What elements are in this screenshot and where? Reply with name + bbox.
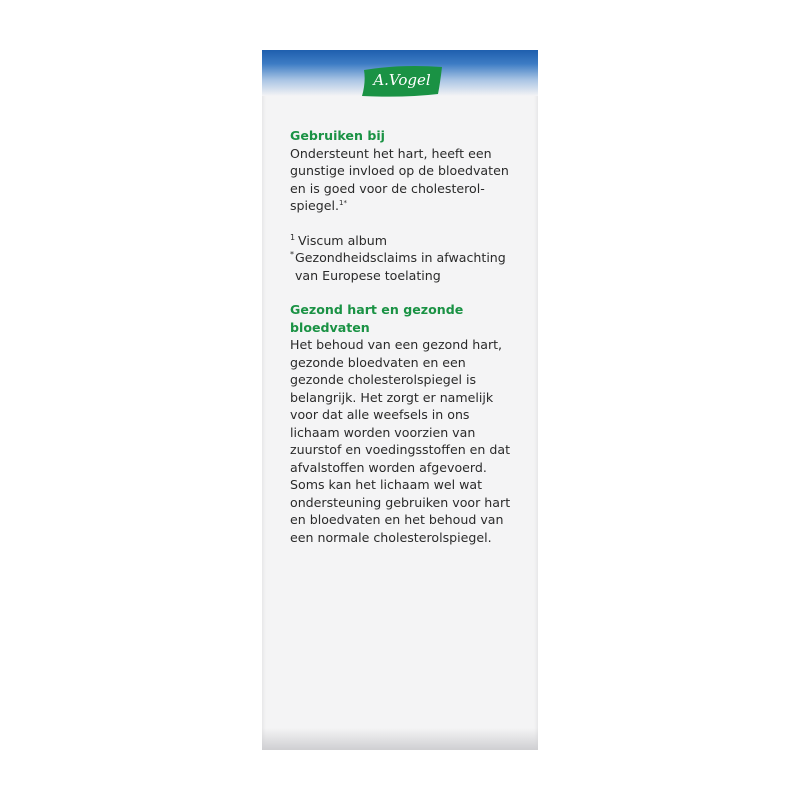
bottom-shade — [262, 728, 538, 750]
footnote-text: Gezondheidsclaims in afwachting van Europese toelating — [294, 250, 506, 283]
avogel-logo — [360, 64, 444, 98]
footnote-mark: 1 — [290, 232, 296, 242]
footnote — [290, 249, 520, 284]
superscript-mark: 1* — [339, 198, 348, 207]
panel-content — [290, 127, 520, 546]
footnote-mark: * — [290, 250, 294, 259]
footnote — [290, 232, 520, 250]
package-side-panel — [262, 50, 538, 750]
section-heading-gebruiken: Gebruiken bij — [290, 128, 385, 143]
footnote-text: Viscum album — [298, 232, 388, 248]
section-body-gezond-hart: Het behoud van een gezond hart, gezonde bloedvaten en een gezonde cholesterolspiegel is belangrijk. Het zorgt er namelijk voor dat alle weefsels in ons lichaam worden voorzien van zuurstof en voedingsstoffen en dat afvalstoffen worden afgevoerd. Soms kan het lichaam wel wat ondersteuning gebruiken voor hart en bloedvaten en het behoud van een normale cholesterolspiegel. — [290, 337, 511, 545]
section-heading-gezond-hart: Gezond hart en gezonde bloedvaten — [290, 302, 464, 335]
logo-text: A.Vogel — [373, 71, 431, 89]
section-body-gebruiken: Ondersteunt het hart, heeft een gunstige invloed op de bloedvaten en is goed voor de cholesterol-spiegel.$^{1*}$ — [290, 145, 509, 213]
